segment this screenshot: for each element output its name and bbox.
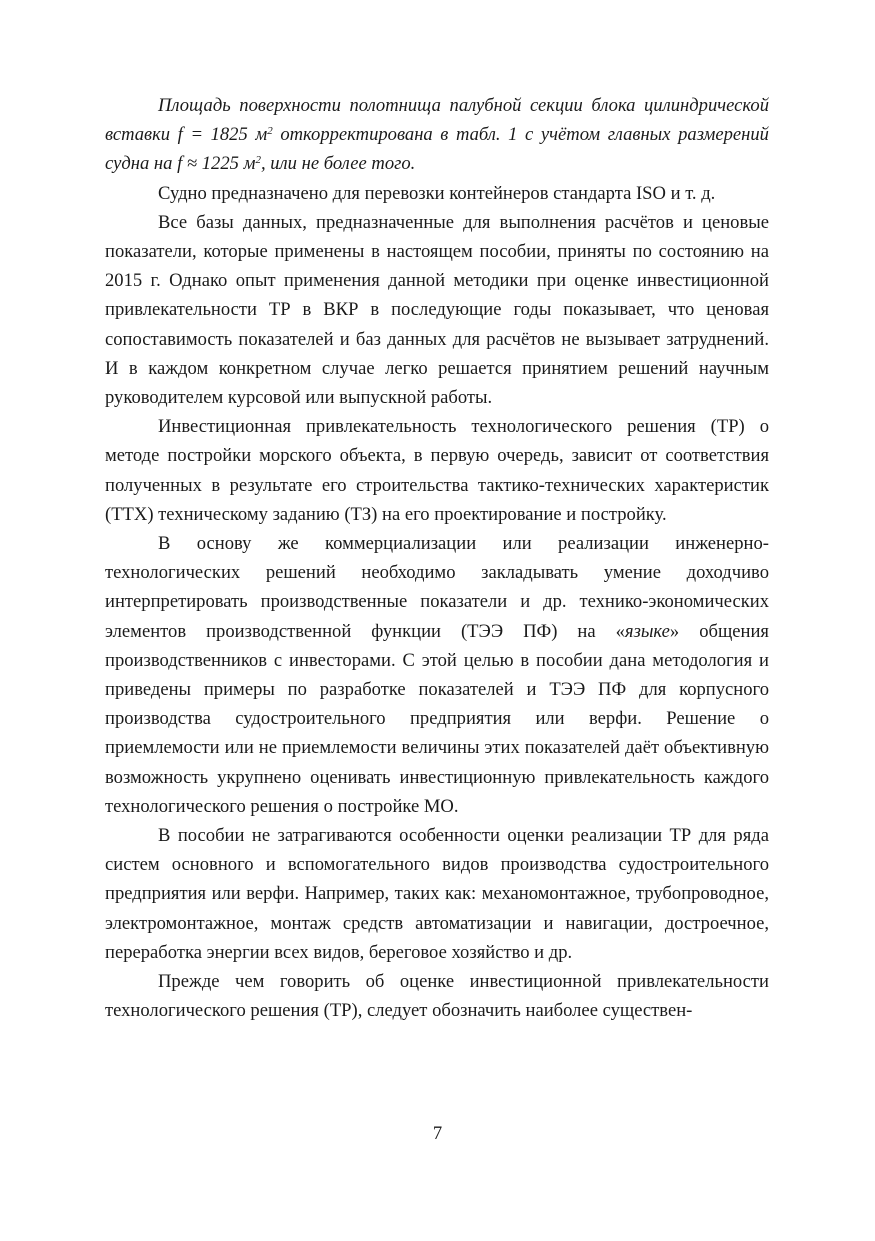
paragraph-purpose: Судно предназначено для перевозки контейнеров стандарта ISO и т. д. — [158, 182, 716, 204]
page-body — [105, 91, 769, 1026]
paragraph-1-text-b: откорректирована в табл. 1 с учётом главных размерений судна на f ≈ 1225 м — [105, 124, 769, 175]
paragraph-5-emphasis: языке — [624, 620, 670, 642]
paragraph-continuation: Прежде чем говорить об оценке инвестиционной привлекательности технологического решения (ТР), следует обозначить наиболее существен- — [105, 971, 769, 1022]
paragraph-5-text-a: В основу же коммерциализации или реализации инженерно-технологических решений необходимо закладывать умение доходчиво интерпретировать производственные показатели и др. технико-экономических элементов производственной функции (ТЭЭ ПФ) на « — [105, 533, 769, 642]
paragraph-commercialization — [105, 529, 769, 821]
paragraph-scope-limits: В пособии не затрагиваются особенности оценки реализации ТР для ряда систем основного и вспомогательного видов производства судостроительного предприятия или верфи. Например, таких как: механомонтажное, трубопроводное, электромонтажное, монтаж средств автоматизации и навигации, достроечное, переработка энергии всех видов, береговое хозяйство и др. — [105, 825, 769, 963]
paragraph-databases: Все базы данных, предназначенные для выполнения расчётов и ценовые показатели, которые применены в настоящем пособии, приняты по состоянию на 2015 г. Однако опыт применения данной методики при оценке инвестиционной привлекательности ТР в ВКР в последующие годы показывает, что ценовая сопоставимость показателей и баз данных для расчётов не вызывает затруднений. И в каждом конкретном случае легко решается принятием решений научным руководителем курсовой или выпускной работы. — [105, 211, 769, 409]
paragraph-1-text-c: , или не более того. — [260, 153, 416, 175]
paragraph-5-text-b: » общения производственников с инвесторами. С этой целью в пособии дана методология и приведены примеры по разработке показателей и ТЭЭ ПФ для корпусного производства судостроительного предприятия или верфи. Решение о приемлемости или не приемлемости величины этих показателей даёт объективную возможность укрупнено оценивать инвестиционную привлекательность каждого технологического решения о постройке МО. — [105, 620, 769, 817]
superscript-square: 2 — [255, 154, 261, 167]
page-number: 7 — [432, 1123, 443, 1144]
paragraph-1-text-a: Площадь поверхности полотнища палубной секции блока цилиндрической вставки f = 1825 м — [105, 95, 769, 146]
paragraph-investment-attractiveness: Инвестиционная привлекательность технологического решения (ТР) о методе постройки морского объекта, в первую очередь, зависит от соответствия полученных в результате его строительства тактико-технических характеристик (ТТХ) техническому заданию (ТЗ) на его проектирование и постройку. — [105, 416, 769, 525]
paragraph-italic-note — [105, 91, 769, 179]
superscript-square: 2 — [267, 125, 273, 138]
